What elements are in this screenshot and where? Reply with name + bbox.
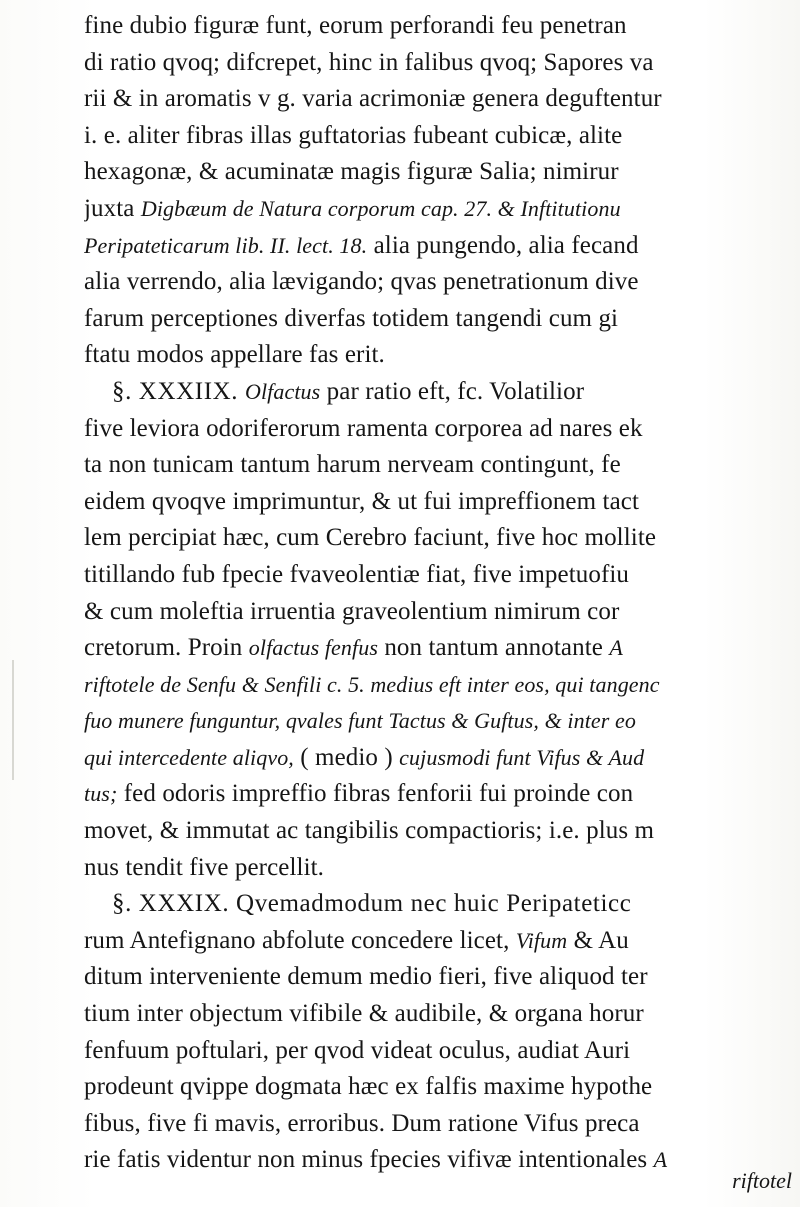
text-line-23 — [84, 813, 800, 850]
text-line-5 — [84, 154, 800, 191]
term-italic: A — [609, 635, 623, 661]
paragraph-39-start — [84, 886, 800, 923]
text-line-10 — [84, 337, 800, 374]
text-line-12 — [84, 411, 800, 448]
line-text: lem percipiat hæc, cum Cerebro faciunt, five hoc mollite — [84, 524, 657, 552]
term-italic: A — [653, 1147, 668, 1173]
text-line-2 — [84, 45, 800, 82]
line-text: cretorum. Proin — [84, 634, 249, 662]
citation-italic: Peripateticarum lib. II. lect. 18. — [84, 232, 368, 258]
text-line-7 — [84, 228, 800, 265]
text-line-16 — [84, 557, 800, 594]
line-text: nus tendit five percellit. — [84, 853, 325, 881]
line-text: di ratio qvoq; difcrepet, hinc in falibus qvoq; Sapores va — [84, 48, 654, 76]
line-text: eidem qvoqve imprimuntur, & ut fui impreffionem tact — [84, 487, 640, 515]
term-italic: tus; — [84, 781, 118, 807]
text-line-3 — [84, 81, 800, 118]
line-text: rii & in aromatis v g. varia acrimoniæ genera deguftentur — [84, 85, 662, 113]
citation-italic: riftotele de Senfu & Senfili c. 5. medius eft inter eos, qui tangenc — [84, 671, 660, 697]
text-line-19 — [84, 667, 800, 704]
citation-italic: cujusmodi funt Vifus & Aud — [399, 744, 645, 770]
text-line-28 — [84, 996, 800, 1033]
catchword: riftotel — [732, 1168, 792, 1193]
text-line-30 — [84, 1069, 800, 1106]
line-text: ftatu modos appellare fas erit. — [84, 341, 385, 369]
text-line-15 — [84, 520, 800, 557]
line-text: hexagonæ, & acuminatæ magis figuræ Salia; nimirur — [84, 158, 619, 186]
text-line-8 — [84, 264, 800, 301]
line-text: fenfuum poftulari, per qvod videat oculus, audiat Auri — [84, 1036, 631, 1064]
line-text: fine dubio figuræ funt, eorum perforandi feu penetran — [84, 12, 627, 39]
line-text: §. XXXIX. Qvemadmodum nec huic Peripateticc — [112, 890, 632, 918]
text-line-21 — [84, 740, 800, 777]
term-italic: Vifum — [515, 927, 568, 953]
line-text: rum Antefignano abfolute concedere licet, — [84, 926, 516, 954]
line-text: rie fatis videntur non minus fpecies vifivæ intentionales — [84, 1146, 654, 1174]
line-text: ( medio ) — [293, 743, 400, 771]
text-line-29 — [84, 1033, 800, 1070]
section-number: §. XXXIIX. — [112, 377, 245, 405]
text-line-13 — [84, 447, 800, 484]
line-text: & Au — [567, 926, 629, 954]
paragraph-38-start — [84, 374, 800, 411]
text-line-27 — [84, 959, 800, 996]
line-text: tium inter objectum vifibile & audibile, & organa horur — [84, 1000, 644, 1028]
line-text: five leviora odoriferorum ramenta corporea ad nares ek — [84, 414, 643, 442]
line-text: movet, & immutat ac tangibilis compactioris; i.e. plus m — [84, 817, 655, 845]
text-line-31 — [84, 1106, 800, 1143]
line-text: par ratio eft, fc. Volatilior — [320, 377, 585, 405]
line-text: farum perceptiones diverfas totidem tangendi cum gi — [84, 304, 619, 332]
citation-italic: fuo munere funguntur, qvales funt Tactus & Guftus, & inter eo — [84, 708, 637, 734]
text-line-32 — [84, 1142, 800, 1179]
citation-italic: Digbæum de Natura corporum cap. 27. & Inftitutionu — [140, 195, 621, 221]
line-text: fibus, five fi mavis, erroribus. Dum ratione Vifus preca — [84, 1109, 640, 1137]
line-text: ditum interveniente demum medio fieri, five aliquod ter — [84, 963, 648, 991]
line-text: ta non tunicam tantum harum nerveam contingunt, fe — [84, 451, 621, 479]
text-line-22 — [84, 776, 800, 813]
citation-italic: qui intercedente aliqvo, — [84, 744, 294, 770]
line-text: prodeunt qvippe dogmata hæc ex falfis maxime hypothe — [84, 1073, 653, 1101]
term-italic: Olfactus — [244, 378, 321, 404]
body-text — [84, 8, 800, 1179]
text-line-1 — [84, 8, 800, 45]
line-text: alia pungendo, alia fecand — [367, 231, 639, 259]
text-line-18 — [84, 630, 800, 667]
line-text: titillando fub fpecie fvaveolentiæ fiat, five impetuofiu — [84, 560, 630, 588]
text-line-24 — [84, 850, 800, 887]
text-line-20 — [84, 703, 800, 740]
text-line-4 — [84, 118, 800, 155]
line-text: fed odoris impreffio fibras fenforii fui proinde con — [117, 780, 634, 808]
line-text: juxta — [84, 194, 141, 222]
text-line-14 — [84, 484, 800, 521]
text-line-17 — [84, 594, 800, 631]
page-edge-shadow — [12, 660, 14, 780]
line-text: i. e. aliter fibras illas guftatorias fubeant cubicæ, alite — [84, 121, 623, 149]
text-line-26 — [84, 923, 800, 960]
line-text: alia verrendo, alia lævigando; qvas penetrationum dive — [84, 268, 639, 296]
line-text: non tantum annotante — [377, 634, 610, 662]
text-line-6 — [84, 191, 800, 228]
text-line-9 — [84, 301, 800, 338]
term-italic: olfactus fenfus — [248, 635, 378, 661]
line-text: & cum moleftia irruentia graveolentium nimirum cor — [84, 597, 620, 625]
